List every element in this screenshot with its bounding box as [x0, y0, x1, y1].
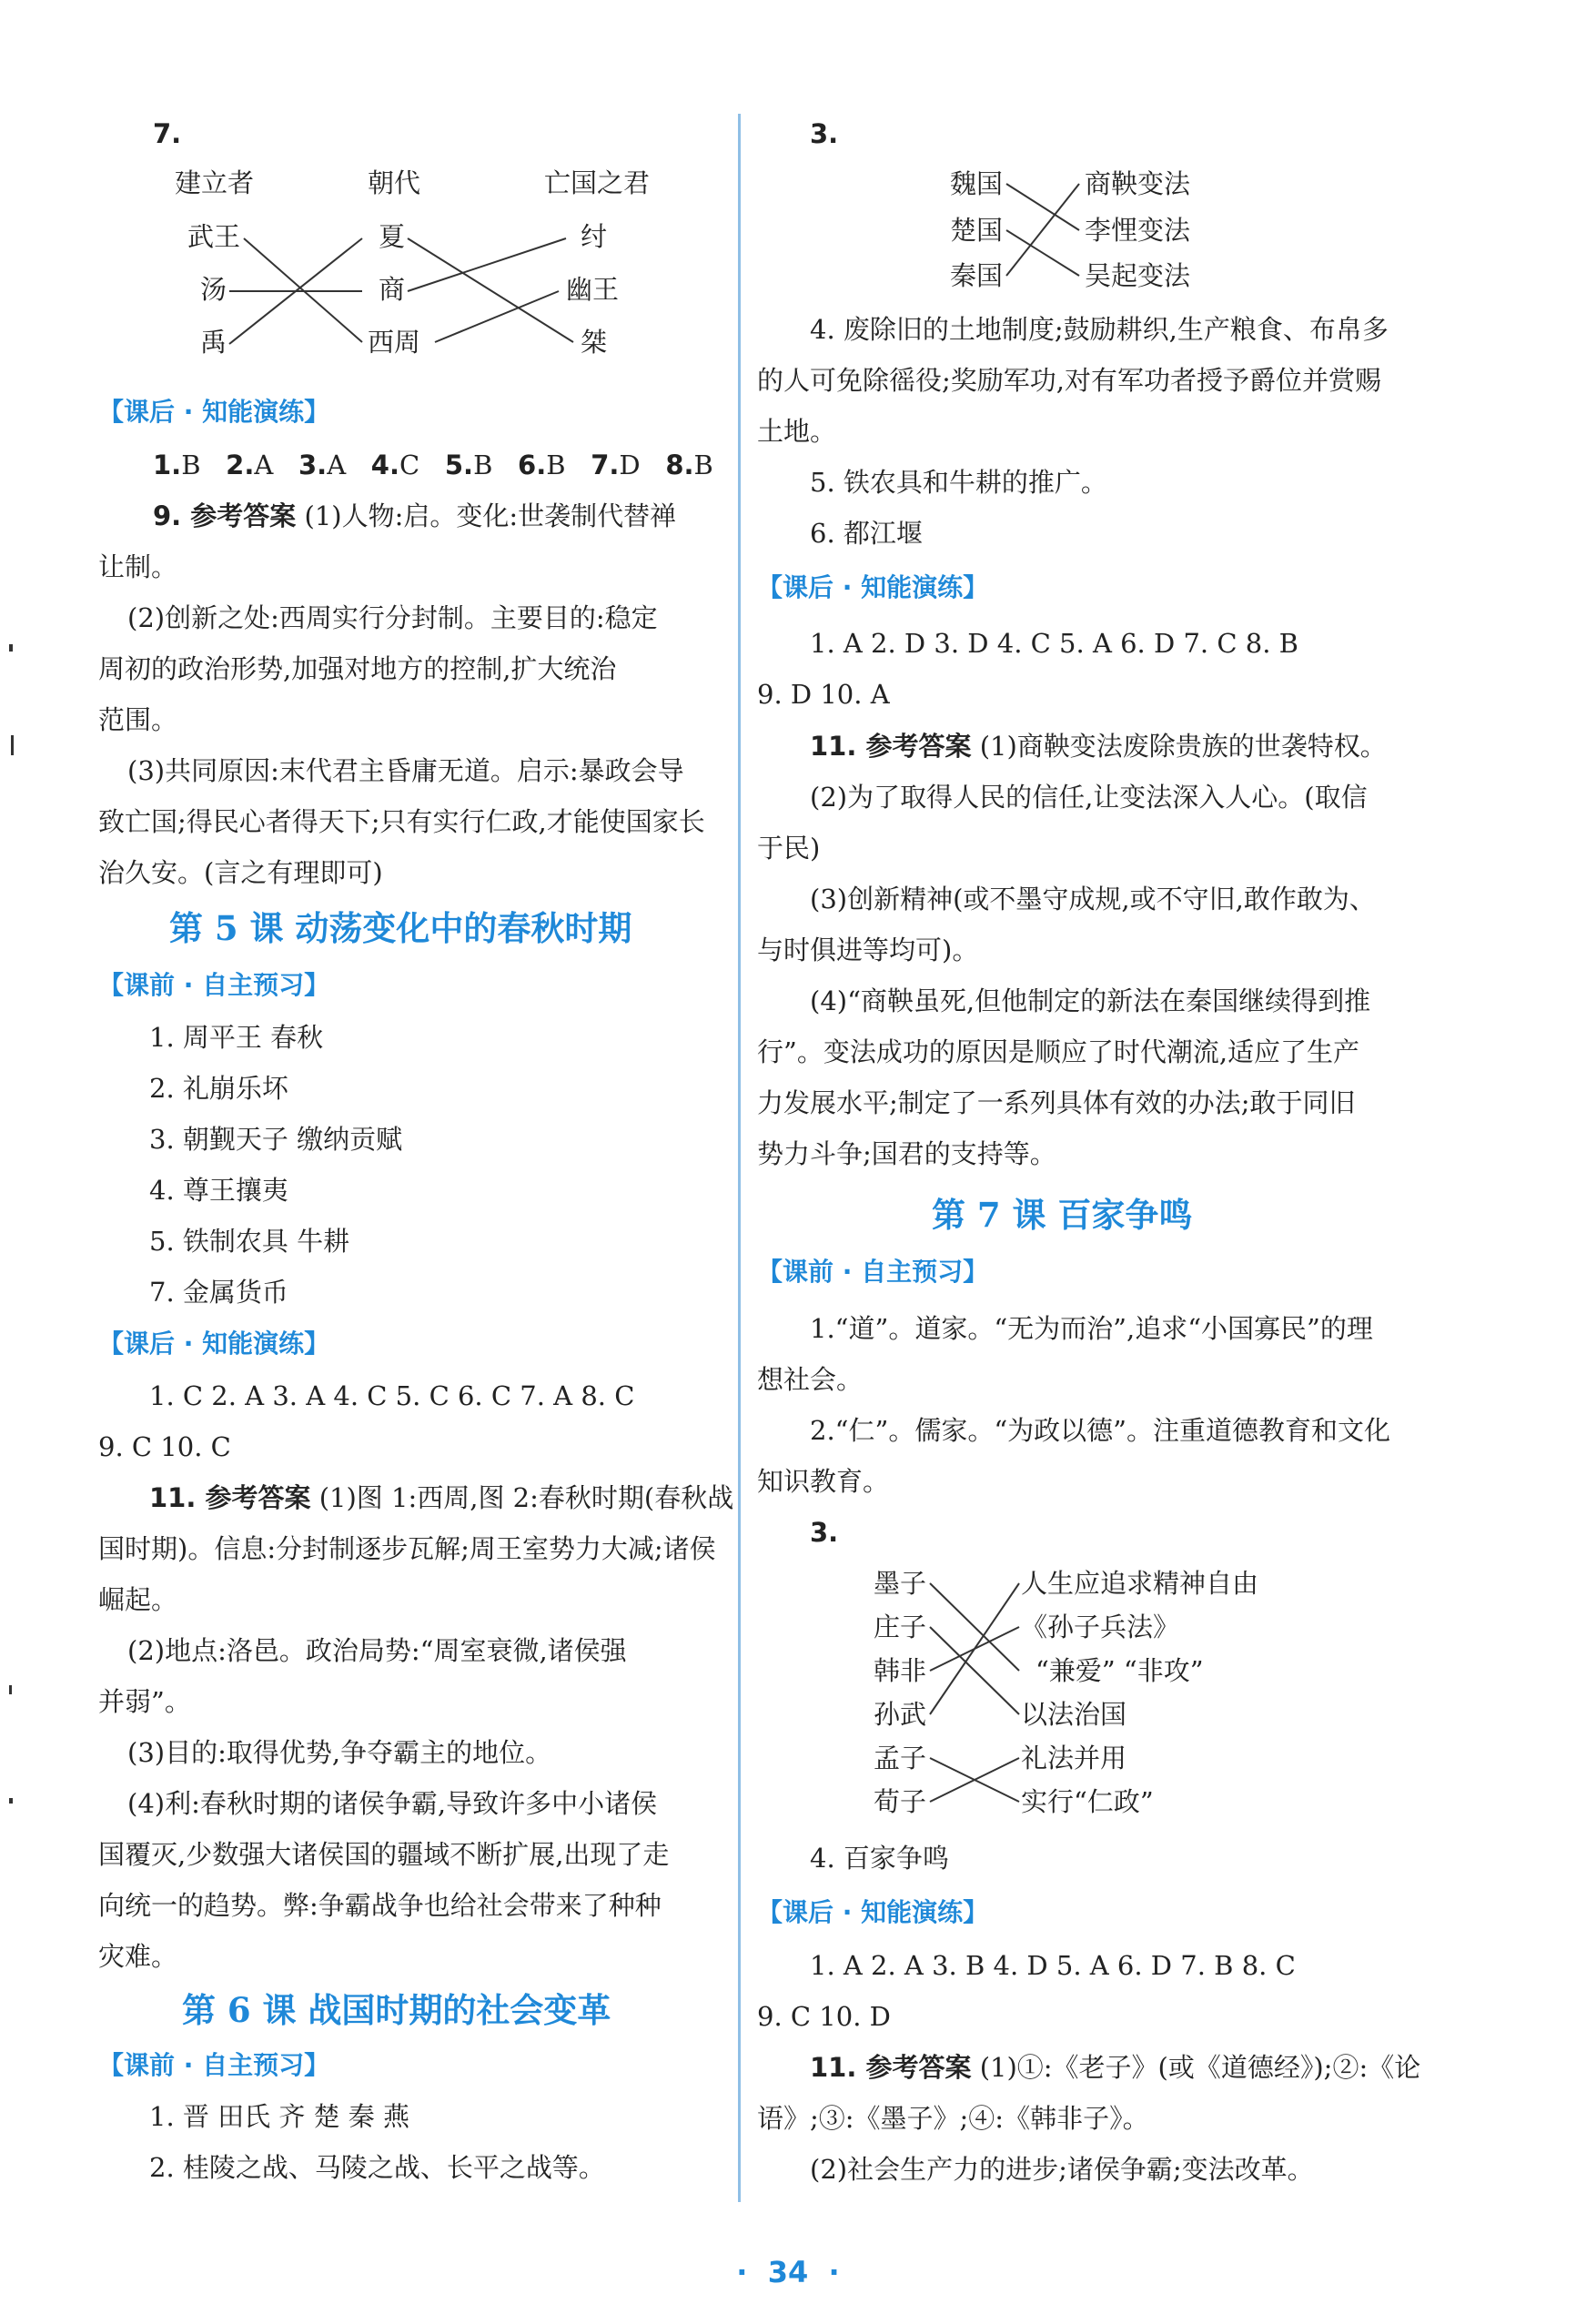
mc-num: 2.: [226, 450, 255, 480]
answer-text: (1)人物:启。变化:世袭制代替禅: [304, 500, 677, 531]
mc-num: 4.: [370, 450, 399, 480]
q11-line: (4)利:春秋时期的诸侯争霸,导致许多中小诸侯: [127, 1788, 658, 1819]
q11-line: 于民): [757, 833, 821, 864]
section-band-before-class: 【课前 · 自主预习】: [98, 2050, 330, 2080]
q11-line: 势力斗争;国君的支持等。: [757, 1138, 1056, 1169]
preview-item: 2. 桂陵之战、马陵之战、长平之战等。: [149, 2152, 605, 2183]
answer-label: 11. 参考答案: [810, 731, 972, 762]
preview-item: 2. 礼崩乐坏: [149, 1073, 288, 1104]
dynasty: 西周: [368, 327, 421, 358]
page-dot: ·: [828, 2255, 840, 2289]
q11-line: 与时俱进等均可)。: [757, 935, 979, 965]
header-founder: 建立者: [175, 167, 255, 198]
q11-line: 国时期)。信息:分封制逐步瓦解;周王室势力大减;诸侯: [98, 1533, 716, 1564]
page-number: [0, 2255, 1576, 2289]
q9-line: 让制。: [98, 551, 178, 582]
q4-line: 土地。: [757, 416, 837, 447]
margin-mark: [9, 1685, 12, 1694]
thinker: 荀子: [874, 1786, 927, 1817]
idea: 人生应追求精神自由: [1021, 1568, 1259, 1599]
section-band-after-class: 【课后 · 知能演练】: [98, 1329, 330, 1359]
q11-line: 灾难。: [98, 1941, 178, 1972]
q11-line: 崛起。: [98, 1584, 178, 1615]
preview-item: 3. 朝觐天子 缴纳贡赋: [149, 1124, 403, 1155]
q4-line: 4. 废除旧的土地制度;鼓励耕织,生产粮食、布帛多: [810, 314, 1389, 345]
l7-preview-line: 1.“道”。道家。“无为而治”,追求“小国寡民”的理: [810, 1313, 1373, 1344]
mc-num: 7.: [591, 450, 620, 480]
mc-answer: A: [327, 450, 347, 480]
mc-answers-4: 9. C 10. D: [757, 2001, 891, 2032]
thinker: 墨子: [874, 1568, 927, 1599]
section-band-before-class: 【课前 · 自主预习】: [98, 970, 330, 1000]
page-dot: ·: [736, 2255, 748, 2289]
state-name: 楚国: [950, 215, 1004, 246]
mc-answer: D: [619, 450, 641, 480]
lesson-7-title: 第 7 课 百家争鸣: [932, 1195, 1193, 1235]
mc-num: 6.: [518, 450, 547, 480]
q5-line: 5. 铁农具和牛耕的推广。: [810, 467, 1107, 498]
mc-answer: B: [473, 450, 493, 480]
thinker: 孙武: [874, 1699, 927, 1730]
preview-item: 7. 金属货币: [149, 1277, 288, 1308]
q4-line: 的人可免除徭役;奖励军功,对有军功者授予爵位并赏赐: [757, 365, 1381, 396]
connector-line: [930, 1583, 1019, 1714]
q9-line: 治久安。(言之有理即可): [98, 857, 383, 888]
q11-line: 并弱”。: [98, 1686, 191, 1717]
q11-line: 向统一的趋势。弊:争霸战争也给社会带来了种种: [98, 1890, 662, 1921]
mc-num: 8.: [665, 450, 694, 480]
answer-text: (1)①:《老子》(或《道德经》);②:《论: [979, 2052, 1421, 2083]
q9-line: [153, 498, 676, 534]
state-name: 魏国: [950, 168, 1004, 199]
l7-q3-connector-lines: [746, 0, 1576, 1911]
founder: 汤: [200, 274, 227, 305]
last-ruler: 桀: [581, 327, 608, 358]
idea: 实行“仁政”: [1021, 1786, 1154, 1817]
q11-line: (3)创新精神(或不墨守成规,或不守旧,敢作敢为、: [810, 884, 1376, 914]
connector-line: [930, 1627, 1019, 1714]
q9-line: 周初的政治形势,加强对地方的控制,扩大统治: [98, 653, 617, 684]
mc-answers-3: 1. A 2. D 3. D 4. C 5. A 6. D 7. C 8. B: [810, 628, 1298, 659]
dynasty: 夏: [379, 221, 406, 252]
q11-line: 力发展水平;制定了一系列具体有效的办法;敢于同旧: [757, 1087, 1356, 1118]
mc-answers-2: 1. C 2. A 3. A 4. C 5. C 6. C 7. A 8. C: [149, 1380, 635, 1411]
header-dynasty: 朝代: [368, 167, 421, 198]
q11-line: 行”。变法成功的原因是顺应了时代潮流,适应了生产: [757, 1036, 1360, 1067]
mc-num: 5.: [444, 450, 474, 480]
l7-preview-line: 2.“仁”。儒家。“为政以德”。注重道德教育和文化: [810, 1415, 1390, 1446]
mc-answer: B: [546, 450, 566, 480]
dynasty: 商: [379, 274, 406, 305]
q3-label: 3.: [810, 118, 839, 149]
idea: 礼法并用: [1021, 1743, 1127, 1773]
idea: “兼爱” “非攻”: [1036, 1655, 1204, 1686]
mc-answer: B: [693, 450, 713, 480]
lesson-6-title: 第 6 课 战国时期的社会变革: [182, 1990, 611, 2030]
mc-answers-4: 1. A 2. A 3. B 4. D 5. A 6. D 7. B 8. C: [810, 1950, 1296, 1981]
preview-item: 1. 周平王 春秋: [149, 1022, 324, 1053]
thinker: 孟子: [874, 1743, 927, 1773]
mc-num: 1.: [153, 450, 182, 480]
q6-line: 6. 都江堰: [810, 518, 923, 549]
mc-answer: A: [254, 450, 274, 480]
q7-connector-lines: [0, 0, 728, 382]
thinker: 韩非: [874, 1655, 927, 1686]
q9-line: (3)共同原因:末代君主昏庸无道。启示:暴政会导: [127, 755, 684, 786]
l7-q3-label: 3.: [810, 1517, 839, 1548]
reform-name: 吴起变法: [1085, 260, 1191, 291]
answer-text: (1)图 1:西周,图 2:春秋时期(春秋战: [318, 1482, 734, 1513]
connector-line: [408, 238, 573, 342]
q11b-line: (2)社会生产力的进步;诸侯争霸;变法改革。: [810, 2154, 1314, 2185]
q9-line: 致亡国;得民心者得天下;只有实行仁政,才能使国家长: [98, 806, 705, 837]
header-last-ruler: 亡国之君: [544, 167, 651, 198]
mc-answers-3: 9. D 10. A: [757, 679, 890, 710]
mc-answers-1: [153, 447, 713, 483]
section-band-after-class: 【课后 · 知能演练】: [757, 572, 989, 602]
q11-line: [149, 1480, 733, 1516]
q7-label: 7.: [153, 118, 182, 149]
q11b-line: 语》;③:《墨子》;④:《韩非子》。: [757, 2103, 1149, 2134]
column-divider: [738, 114, 741, 2202]
section-band-after-class: 【课后 · 知能演练】: [98, 397, 330, 427]
section-band-before-class: 【课前 · 自主预习】: [757, 1257, 989, 1287]
connector-line: [408, 238, 566, 291]
q11-line: (4)“商鞅虽死,但他制定的新法在秦国继续得到推: [810, 985, 1371, 1016]
margin-mark: [9, 1798, 13, 1804]
mc-num: 3.: [298, 450, 328, 480]
mc-answers-2: 9. C 10. C: [98, 1431, 231, 1462]
reform-name: 商鞅变法: [1085, 168, 1191, 199]
q11-line: (2)地点:洛邑。政治局势:“周室衰微,诸侯强: [127, 1635, 627, 1666]
mc-answer: B: [181, 450, 201, 480]
answer-label: 9. 参考答案: [153, 500, 297, 531]
last-ruler: 幽王: [566, 274, 620, 305]
answer-label: 11. 参考答案: [810, 2052, 972, 2083]
answer-text: (1)商鞅变法废除贵族的世袭特权。: [979, 731, 1387, 762]
l7-preview-line: 想社会。: [757, 1364, 864, 1395]
page-number-value: 34: [767, 2255, 809, 2289]
q11-line: (3)目的:取得优势,争夺霸主的地位。: [127, 1737, 552, 1768]
state-name: 秦国: [950, 260, 1004, 291]
q11-line: (2)为了取得人民的信任,让变法深入人心。(取信: [810, 782, 1368, 813]
last-ruler: 纣: [581, 221, 608, 252]
preview-item: 1. 晋 田氏 齐 楚 秦 燕: [149, 2101, 409, 2132]
founder: 禹: [200, 327, 227, 358]
founder: 武王: [187, 221, 241, 252]
mc-answer: C: [399, 450, 420, 480]
answer-label: 11. 参考答案: [149, 1482, 311, 1513]
connector-line: [435, 291, 559, 342]
preview-item: 5. 铁制农具 牛耕: [149, 1226, 350, 1257]
l7-preview-line: 知识教育。: [757, 1466, 890, 1497]
q11b-line: [810, 2049, 1420, 2086]
connector-line: [930, 1583, 1019, 1671]
margin-mark: [9, 644, 13, 652]
q9-line: 范围。: [98, 704, 178, 735]
section-band-after-class: 【课后 · 知能演练】: [757, 1897, 989, 1927]
l7-preview-line: 4. 百家争鸣: [810, 1843, 949, 1874]
q9-line: (2)创新之处:西周实行分封制。主要目的:稳定: [127, 602, 658, 633]
idea: 以法治国: [1021, 1699, 1127, 1730]
reform-name: 李悝变法: [1085, 215, 1191, 246]
q11-line: 国覆灭,少数强大诸侯国的疆域不断扩展,出现了走: [98, 1839, 670, 1870]
margin-mark: [11, 735, 14, 755]
preview-item: 4. 尊王攘夷: [149, 1175, 288, 1206]
idea: 《孙子兵法》: [1021, 1612, 1180, 1642]
thinker: 庄子: [874, 1612, 927, 1642]
lesson-5-title: 第 5 课 动荡变化中的春秋时期: [169, 908, 632, 948]
